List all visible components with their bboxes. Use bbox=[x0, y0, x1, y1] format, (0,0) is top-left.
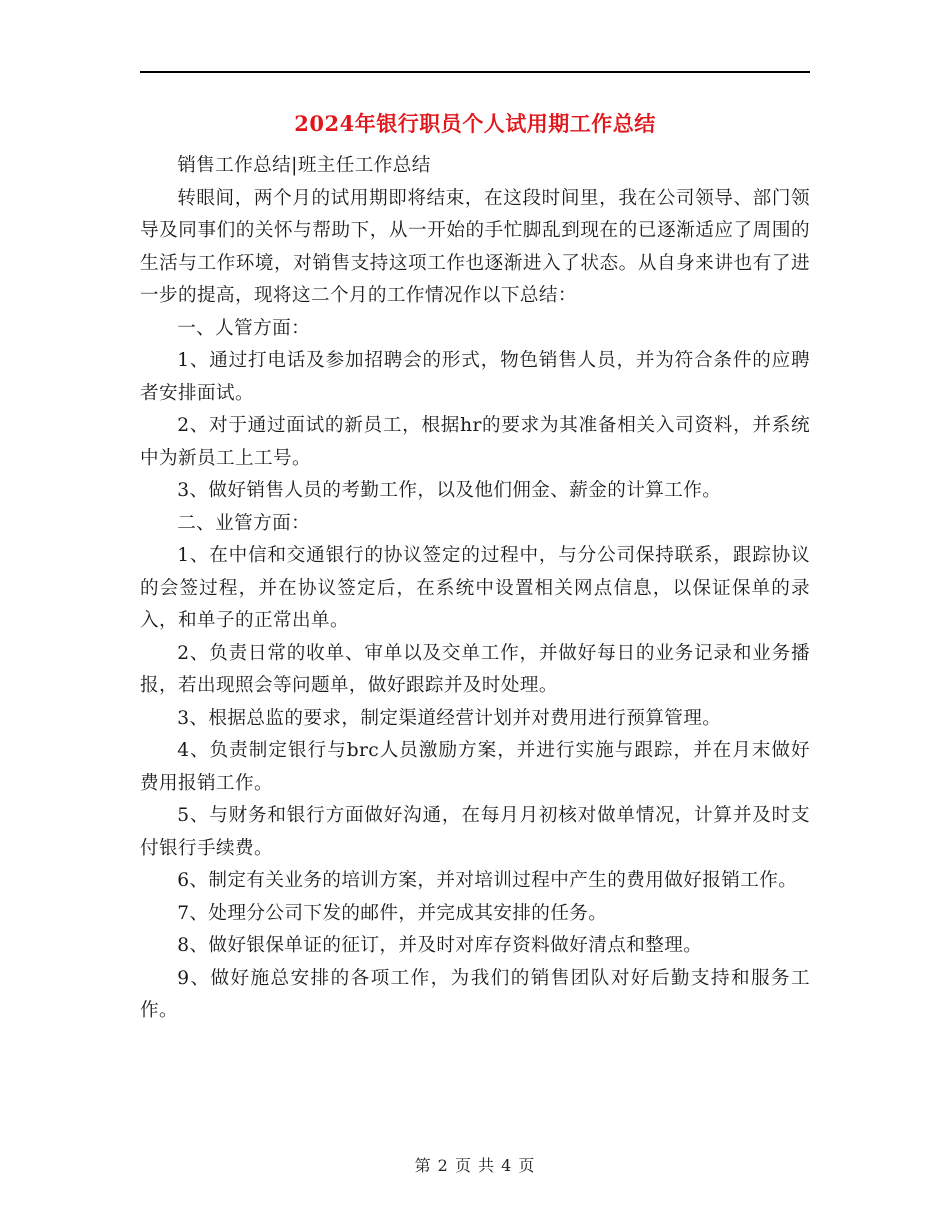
list-item: 5、与财务和银行方面做好沟通，在每月月初核对做单情况，计算并及时支付银行手续费。 bbox=[140, 805, 810, 859]
section-heading-personnel: 一、人管方面： bbox=[177, 317, 311, 339]
list-item: 3、做好销售人员的考勤工作，以及他们佣金、薪金的计算工作。 bbox=[177, 480, 722, 501]
list-item: 6、制定有关业务的培训方案，并对培训过程中产生的费用做好报销工作。 bbox=[177, 870, 798, 891]
list-item: 2、负责日常的收单、审单以及交单工作，并做好每日的业务记录和业务播报，若出现照会等问题单，做好跟踪并及时处理。 bbox=[140, 642, 810, 696]
list-item: 9、做好施总安排的各项工作，为我们的销售团队对好后勤支持和服务工作。 bbox=[140, 967, 810, 1021]
header-rule bbox=[140, 71, 810, 73]
list-item: 8、做好银保单证的征订，并及时对库存资料做好清点和整理。 bbox=[177, 935, 703, 956]
list-item: 7、处理分公司下发的邮件，并完成其安排的任务。 bbox=[177, 902, 608, 924]
list-item: 1、在中信和交通银行的协议签定的过程中，与分公司保持联系，跟踪协议的会签过程，并在协议签定后，在系统中设置相关网点信息，以保证保单的录入，和单子的正常出单。 bbox=[140, 545, 810, 631]
list-item: 4、负责制定银行与brc人员激励方案，并进行实施与跟踪，并在月末做好费用报销工作。 bbox=[140, 740, 810, 794]
paragraph-intro: 转眼间，两个月的试用期即将结束，在这段时间里，我在公司领导、部门领导及同事们的关怀与帮助下，从一开始的手忙脚乱到现在的已逐渐适应了周围的生活与工作环境，对销售支持这项工作也逐渐进入了状态。从自身来讲也有了进一步的提高，现将这二个月的工作情况作以下总结： bbox=[140, 187, 810, 306]
paragraph-related-links: 销售工作总结|班主任工作总结 bbox=[177, 155, 431, 176]
document-title: 2024年银行职员个人试用期工作总结 bbox=[294, 111, 656, 136]
list-item: 2、对于通过面试的新员工，根据hr的要求为其准备相关入司资料，并系统中为新员工上工号。 bbox=[140, 415, 810, 469]
section-heading-business: 二、业管方面： bbox=[177, 512, 311, 534]
list-item: 1、通过打电话及参加招聘会的形式，物色销售人员，并为符合条件的应聘者安排面试。 bbox=[140, 350, 810, 404]
document-body bbox=[140, 150, 810, 1028]
list-item: 3、根据总监的要求，制定渠道经营计划并对费用进行预算管理。 bbox=[177, 707, 722, 729]
page-number-footer: 第 2 页 共 4 页 bbox=[414, 1156, 536, 1175]
